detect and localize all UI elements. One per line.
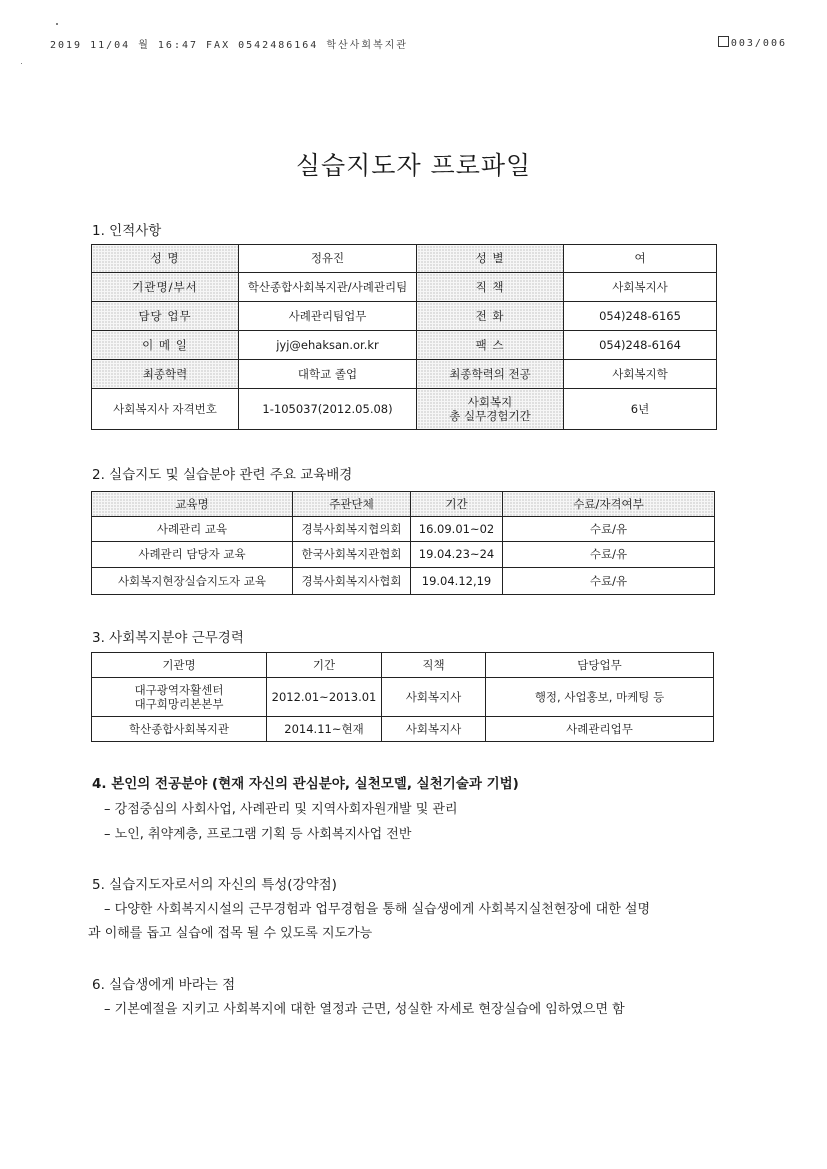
cell-org-line1: 대구광역자활센터 [134, 682, 224, 697]
value-duty: 사례관리팀업무 [239, 302, 417, 331]
scan-speck [56, 23, 58, 25]
table-row [92, 678, 714, 717]
value-education: 대학교 졸업 [239, 360, 417, 389]
col-header-period: 기간 [267, 653, 382, 678]
table-header-row [92, 492, 715, 517]
cell-position: 사회복지사 [382, 678, 486, 717]
value-experience: 6년 [564, 389, 717, 430]
section2-heading: 2. 실습지도 및 실습분야 관련 주요 교육배경 [92, 467, 353, 483]
section5-line1: – 다양한 사회복지시설의 근무경험과 업무경험을 통해 실습생에게 사회복지실천현장에 대한 설명 [104, 902, 651, 917]
cell-org: 학산종합사회복지관 [92, 717, 267, 742]
value-phone: 054)248-6165 [564, 302, 717, 331]
label-duty: 담당 업무 [92, 302, 239, 331]
label-gender: 성 별 [417, 245, 564, 273]
section3-heading: 3. 사회복지분야 근무경력 [92, 630, 244, 646]
cell-organizer: 경북사회복지사협회 [293, 568, 411, 595]
value-fax: 054)248-6164 [564, 331, 717, 360]
table-header-row [92, 653, 714, 678]
career-table [91, 652, 714, 742]
cell-org [92, 678, 267, 717]
cell-organizer: 한국사회복지관협회 [293, 542, 411, 568]
col-header-period: 기간 [411, 492, 503, 517]
fax-header-right [718, 36, 787, 49]
cell-course: 사례관리 담당자 교육 [92, 542, 293, 568]
label-experience [417, 389, 564, 430]
fax-page-icon [718, 36, 729, 47]
table-row [92, 517, 715, 542]
label-phone: 전 화 [417, 302, 564, 331]
cell-organizer: 경북사회복지협의회 [293, 517, 411, 542]
label-experience-line1: 사회복지 [467, 394, 513, 409]
col-header-duty: 담당업무 [486, 653, 714, 678]
cell-period: 2014.11~현재 [267, 717, 382, 742]
value-major: 사회복지학 [564, 360, 717, 389]
section1-heading: 1. 인적사항 [92, 223, 162, 239]
label-license: 사회복지사 자격번호 [92, 389, 239, 430]
cell-course: 사례관리 교육 [92, 517, 293, 542]
document-title: 실습지도자 프로파일 [295, 151, 532, 180]
table-row [92, 389, 717, 430]
fax-page-count: 003/006 [730, 38, 787, 49]
label-major: 최종학력의 전공 [417, 360, 564, 389]
section6-line1: – 기본예절을 지키고 사회복지에 대한 열정과 근면, 성실한 자세로 현장실습에 임하였으면 함 [104, 1002, 625, 1017]
cell-completion: 수료/유 [503, 568, 715, 595]
cell-duty: 사례관리업무 [486, 717, 714, 742]
value-org: 학산종합사회복지관/사례관리팀 [239, 273, 417, 302]
section4-heading: 4. 본인의 전공분야 (현재 자신의 관심분야, 실천모델, 실천기술과 기법) [92, 776, 519, 792]
table-row [92, 245, 717, 273]
cell-period: 19.04.23~24 [411, 542, 503, 568]
label-name: 성 명 [92, 245, 239, 273]
section5-heading: 5. 실습지도자로서의 자신의 특성(강약점) [92, 877, 337, 893]
cell-completion: 수료/유 [503, 517, 715, 542]
section6-heading: 6. 실습생에게 바라는 점 [92, 977, 236, 993]
col-header-position: 직책 [382, 653, 486, 678]
table-row [92, 273, 717, 302]
education-table [91, 491, 715, 595]
cell-position: 사회복지사 [382, 717, 486, 742]
section4-item: – 노인, 취약계층, 프로그램 기획 등 사회복지사업 전반 [104, 827, 412, 842]
fax-header-left: 2019 11/04 월 16:47 FAX 0542486164 학산사회복지관 [50, 40, 408, 51]
table-row [92, 302, 717, 331]
cell-period: 2012.01~2013.01 [267, 678, 382, 717]
col-header-org: 기관명 [92, 653, 267, 678]
section4-item: – 강점중심의 사회사업, 사례관리 및 지역사회자원개발 및 관리 [104, 802, 458, 817]
personal-info-table [91, 244, 717, 430]
col-header-completion: 수료/자격여부 [503, 492, 715, 517]
value-name: 정유진 [239, 245, 417, 273]
cell-course: 사회복지현장실습지도자 교육 [92, 568, 293, 595]
cell-period: 16.09.01~02 [411, 517, 503, 542]
table-row [92, 717, 714, 742]
table-row [92, 331, 717, 360]
value-license: 1-105037(2012.05.08) [239, 389, 417, 430]
table-row [92, 360, 717, 389]
cell-completion: 수료/유 [503, 542, 715, 568]
label-position: 직 책 [417, 273, 564, 302]
label-experience-line2: 총 실무경험기간 [449, 409, 531, 423]
col-header-organizer: 주관단체 [293, 492, 411, 517]
table-row [92, 542, 715, 568]
scan-speck [21, 63, 22, 64]
section5-line2: 과 이해를 돕고 실습에 접목 될 수 있도록 지도가능 [88, 926, 373, 941]
value-position: 사회복지사 [564, 273, 717, 302]
label-education: 최종학력 [92, 360, 239, 389]
label-org: 기관명/부서 [92, 273, 239, 302]
cell-org-line2: 대구희망리본본부 [134, 697, 224, 711]
value-gender: 여 [564, 245, 717, 273]
value-email: jyj@ehaksan.or.kr [239, 331, 417, 360]
fax-header [50, 36, 787, 50]
cell-duty: 행정, 사업홍보, 마케팅 등 [486, 678, 714, 717]
col-header-course: 교육명 [92, 492, 293, 517]
table-row [92, 568, 715, 595]
label-email: 이 메 일 [92, 331, 239, 360]
label-fax: 팩 스 [417, 331, 564, 360]
cell-period: 19.04.12,19 [411, 568, 503, 595]
